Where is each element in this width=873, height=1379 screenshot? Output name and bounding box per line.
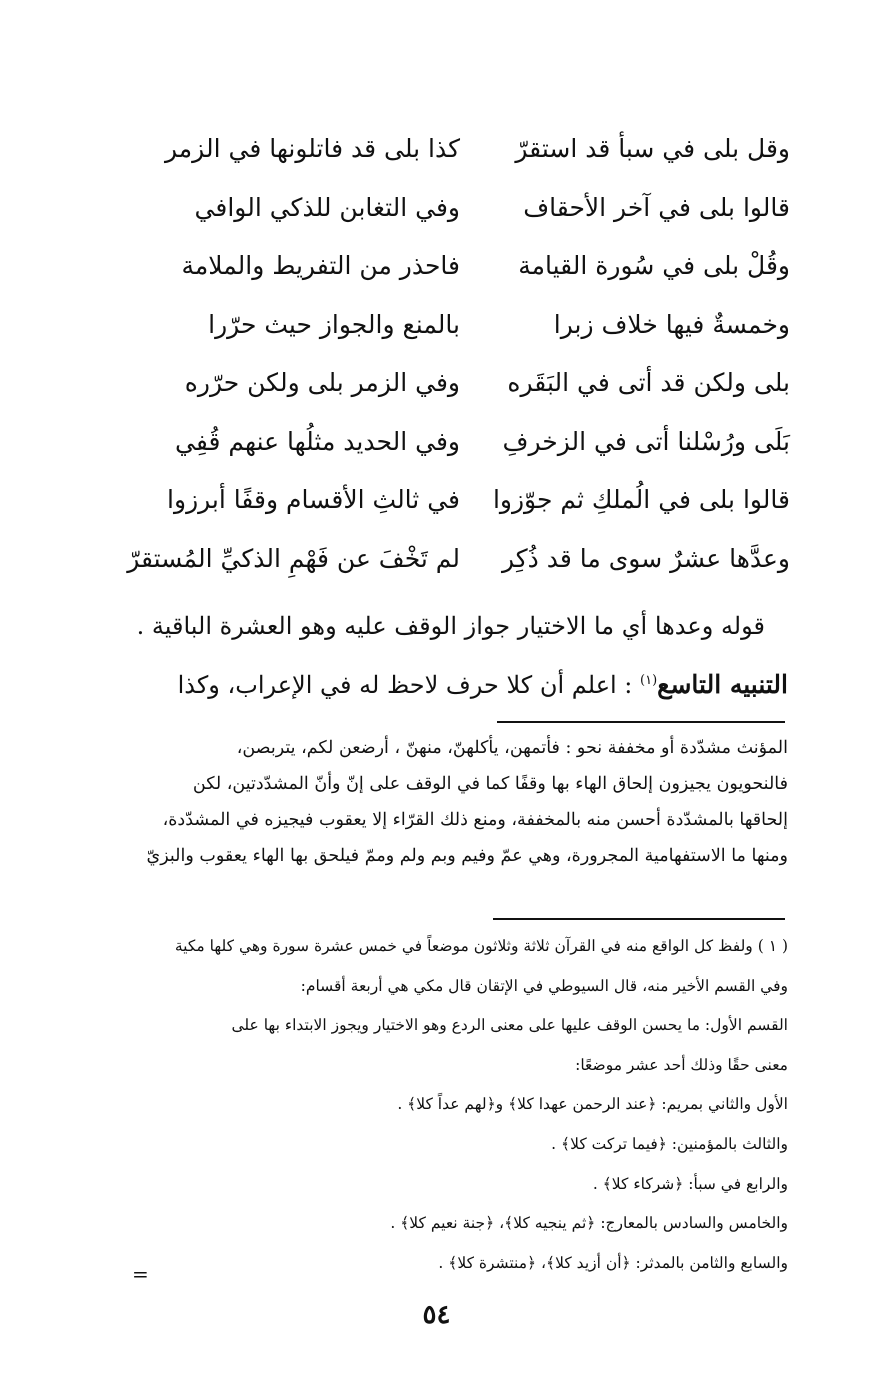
verse	[130, 128, 790, 187]
verse	[130, 421, 790, 480]
footnote-line: والخامس والسادس بالمعارج: ﴿ثم ينجيه كلا﴾، ﴿جنة نعيم كلا﴾ .	[390, 1214, 788, 1232]
footnote-line: والسابع والثامن بالمدثر: ﴿أن أزيد كلا﴾، ﴿منتشرة كلا﴾ .	[438, 1254, 788, 1272]
footnote-line: إلحاقها بالمشدّدة أحسن منه بالمخففة، ومنع ذلك القرّاء إلا يعقوب فيجيزه في المشدّدة،	[162, 810, 788, 830]
footnote-line: ومنها ما الاستفهامية المجرورة، وهي عمّ وفيم وبم ولم وممّ فيلحق بها الهاء يعقوب والبزيّ	[146, 846, 788, 866]
page-number: ٥٤	[422, 1300, 451, 1330]
verse	[130, 362, 790, 421]
hemistich-second: بالمنع والجواز حيث حرّرا	[208, 309, 460, 339]
hemistich-first: وعدَّها عشرٌ سوى ما قد ذُكِر	[501, 543, 790, 573]
hemistich-first: بلى ولكن قد أتى في البَقَره	[507, 368, 790, 397]
tanbih-paragraph	[80, 670, 788, 699]
hemistich-second: لم تَخْفَ عن فَهْمِ الذكيِّ المُستقرّ	[127, 543, 460, 573]
footnote-line: ( ١ ) ولفظ كل الواقع منه في القرآن ثلاثة وثلاثون موضعاً في خمس عشرة سورة وهي كلها مكية	[174, 937, 788, 955]
footnote-line: المؤنث مشدّدة أو مخففة نحو : فأتمهن، يأكلهنّ، منهنّ ، أرضعن لكم، يتربصن،	[236, 738, 788, 758]
hemistich-first: وقُلْ بلى في سُورة القيامة	[518, 251, 790, 280]
hemistich-second: في ثالثِ الأقسام وقفًا أبرزوا	[167, 485, 460, 514]
hemistich-second: وفي الزمر بلى ولكن حرّره	[184, 368, 460, 397]
footnote-line: فالنحويون يجيزون إلحاق الهاء بها وقفًا كما في الوقف على إنّ وأنّ المشدّدتين، لكن	[192, 774, 788, 794]
verse	[130, 479, 790, 538]
hemistich-first: وقل بلى في سبأ قد استقرّ	[515, 134, 790, 163]
footnote-line: والثالث بالمؤمنين: ﴿فيما تركت كلا﴾ .	[551, 1135, 788, 1153]
hemistich-second: وفي الحديد مثلُها عنهم قُفِي	[175, 426, 460, 456]
verse	[130, 187, 790, 246]
footnote-line: القسم الأول: ما يحسن الوقف عليها على معنى الردع وهو الاختيار ويجوز الابتداء بها على	[231, 1016, 788, 1034]
footnote-line: والرابع في سبأ: ﴿شركاء كلا﴾ .	[592, 1175, 788, 1193]
footnote-line: الأول والثاني بمريم: ﴿عند الرحمن عهدا كلا﴾ و﴿لهم عداً كلا﴾ .	[397, 1095, 788, 1113]
footnote-ref: (١)	[640, 673, 658, 688]
hemistich-first: قالوا بلى في الُملكِ ثم جوّزوا	[492, 485, 790, 514]
hemistich-first: وخمسةٌ فيها خلاف زبرا	[553, 309, 790, 339]
body-paragraph: قوله وعدها أي ما الاختيار جواز الوقف عليه وهو العشرة الباقية .	[136, 612, 765, 640]
hemistich-first: بَلَى ورُسْلنا أتى في الزخرفِ	[502, 426, 790, 456]
continuation-mark: =	[132, 1262, 149, 1286]
hemistich-second: كذا بلى قد فاتلونها في الزمر	[165, 134, 460, 163]
verse	[130, 245, 790, 304]
verse	[127, 538, 790, 597]
verse	[130, 304, 790, 363]
hemistich-second: فاحذر من التفريط والملامة	[181, 251, 460, 280]
section-heading: التنبيه التاسع	[657, 670, 788, 699]
poem	[127, 128, 790, 596]
footnote-line: وفي القسم الأخير منه، قال السيوطي في الإتقان قال مكي هي أربعة أقسام:	[300, 977, 788, 995]
body-text: : اعلم أن كلا حرف لاحظ له في الإعراب، وكذا	[177, 671, 641, 699]
footnote-separator	[497, 721, 785, 723]
footnote-line: معنى حقًا وذلك أحد عشر موضعًا:	[575, 1056, 788, 1074]
footnote-separator	[493, 918, 785, 920]
hemistich-second: وفي التغابن للذكي الوافي	[194, 192, 460, 222]
hemistich-first: قالوا بلى في آخر الأحقاف	[523, 192, 790, 222]
